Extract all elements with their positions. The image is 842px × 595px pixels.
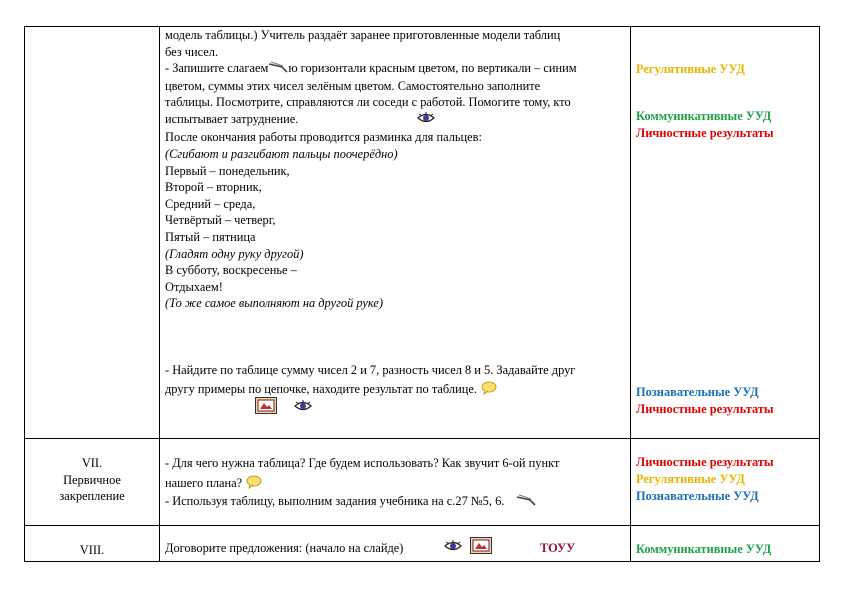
text-line: Договорите предложения: (начало на слайде) (165, 541, 404, 555)
speech-bubble-icon (246, 475, 262, 494)
text-line: После окончания работы проводится разминка для пальцев: (165, 130, 482, 145)
stage-cell (25, 439, 160, 526)
text-line: без чисел. (165, 44, 219, 59)
text-line: Пятый – пятница (165, 229, 256, 244)
uud-cognitive: Познавательные УУД (636, 489, 759, 503)
toyy-label: ТОУУ (540, 541, 576, 555)
table-row (25, 439, 820, 526)
text-line: (Гладят одну руку другой) (165, 246, 304, 261)
text-line: - Для чего нужна таблица? Где будем использовать? Как звучит 6-ой пункт (165, 456, 560, 470)
text-line: (То же самое выполняют на другой руке) (165, 296, 384, 311)
stage-cell (25, 526, 160, 562)
uud-regulative: Регулятивные УУД (636, 472, 745, 486)
icon-group (165, 399, 625, 419)
text-line: другу примеры по цепочке, находите результат по таблице. (165, 381, 625, 400)
uud-personal: Личностные результаты (636, 455, 774, 469)
table-row (25, 526, 820, 562)
text-line: цветом, суммы этих чисел зелёным цветом. Самостоятельно заполните (165, 78, 541, 93)
eye-icon (416, 111, 436, 130)
content-cell (160, 27, 631, 439)
text-line: модель таблицы.) Учитель раздаёт заранее приготовленные модели таблиц (165, 28, 561, 42)
lesson-table (24, 26, 820, 562)
text-line: Отдыхаем! (165, 279, 223, 294)
stage-number: VII. (81, 456, 103, 470)
table-row (25, 27, 820, 439)
stage-title: закрепление (59, 489, 125, 504)
uud-cell (631, 439, 820, 526)
content-text (160, 27, 630, 419)
uud-personal: Личностные результаты (636, 126, 774, 140)
text-line: - Запишите слагаем ю горизонтали красным цветом, по вертикали – синим (165, 60, 625, 77)
uud-regulative: Регулятивные УУД (636, 62, 745, 76)
stage-title: Первичное (63, 472, 121, 487)
content-cell (160, 439, 631, 526)
content-cell (160, 526, 631, 562)
text-line: нашего плана? (165, 475, 625, 494)
uud-cell (631, 27, 820, 439)
text-line: (Сгибают и разгибают пальцы поочерёдно) (165, 147, 398, 162)
text-line: В субботу, воскресенье – (165, 263, 297, 278)
text-line: Средний – среда, (165, 196, 256, 211)
uud-communicative: Коммуникативные УУД (636, 542, 772, 556)
uud-cognitive: Познавательные УУД (636, 385, 759, 399)
eye-icon (443, 539, 463, 558)
pen-icon (516, 494, 536, 511)
picture-card-icon (255, 397, 277, 419)
text-line: Четвёртый – четверг, (165, 213, 276, 228)
speech-bubble-icon (481, 381, 497, 400)
text-line: Первый – понедельник, (165, 163, 290, 178)
text-line: испытывает затруднение. (165, 111, 625, 130)
eye-icon (293, 399, 313, 418)
uud-cell (631, 526, 820, 562)
text-line: таблицы. Посмотрите, справляются ли соседи с работой. Помогите тому, кто (165, 95, 571, 110)
picture-card-icon (470, 537, 492, 559)
uud-personal: Личностные результаты (636, 402, 774, 416)
text-line: - Найдите по таблице сумму чисел 2 и 7, разность чисел 8 и 5. Задавайте друг (165, 362, 576, 377)
stage-number: VIII. (79, 543, 105, 557)
text-line: Второй – вторник, (165, 180, 262, 195)
uud-communicative: Коммуникативные УУД (636, 109, 772, 123)
text-line: - Используя таблицу, выполним задания учебника на с.27 №5, 6. (165, 493, 625, 510)
pen-icon (268, 61, 288, 78)
stage-cell (25, 27, 160, 439)
